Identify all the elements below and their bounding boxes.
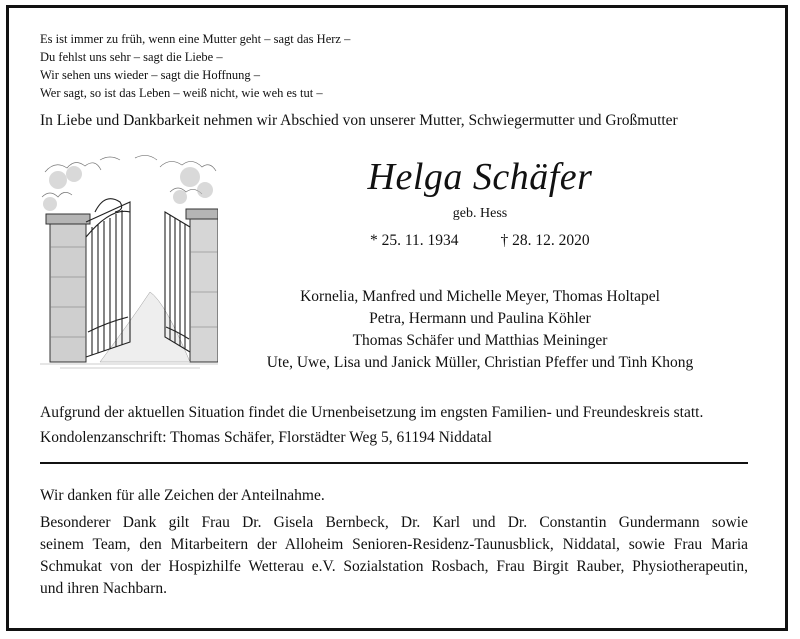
special-thanks-line: Besonderer Dank gilt Frau Dr. Gisela Bernbeck, Dr. Karl und Dr. Constantin Gundermann sowie (40, 514, 748, 531)
family-line: Thomas Schäfer und Matthias Meininger (352, 332, 608, 349)
poem-line: Wir sehen uns wieder – sagt die Hoffnung – (40, 68, 261, 82)
family-line: Petra, Hermann und Paulina Köhler (369, 310, 591, 327)
divider (40, 462, 748, 464)
special-thanks (40, 512, 748, 600)
poem-line: Du fehlst uns sehr – sagt die Liebe – (40, 50, 223, 64)
life-dates (370, 232, 590, 250)
poem-line: Es ist immer zu früh, wenn eine Mutter geht – sagt das Herz – (40, 32, 351, 46)
special-thanks-line: seinem Team, den Mitarbeitern der Alloheim Senioren-Residenz-Taunusblick, Niddatal, sowie Frau Maria (40, 536, 748, 553)
family-line: Ute, Uwe, Lisa und Janick Müller, Christian Pfeffer und Tinh Khong (266, 354, 694, 371)
condolence-address: Kondolenzanschrift: Thomas Schäfer, Florstädter Weg 5, 61194 Niddatal (40, 429, 492, 446)
special-thanks-line: Schmukat von der Hospizhilfe Wetterau e.V. Sozialstation Rosbach, Frau Birgit Rauber, Physiotherapeutin, (40, 558, 748, 575)
burial-note: Aufgrund der aktuellen Situation findet die Urnenbeisetzung im engsten Familien- und Freundeskreis statt. (40, 404, 704, 421)
poem-line: Wer sagt, so ist das Leben – weiß nicht, wie weh es tut – (40, 86, 323, 100)
birth-date: * 25. 11. 1934 (370, 232, 459, 249)
deceased-name: Helga Schäfer (367, 156, 593, 198)
special-thanks-line: und ihren Nachbarn. (40, 580, 167, 597)
death-date: † 28. 12. 2020 (500, 232, 590, 249)
family-line: Kornelia, Manfred und Michelle Meyer, Thomas Holtapel (300, 288, 660, 305)
family-list (218, 286, 742, 374)
thanks-text: Wir danken für alle Zeichen der Anteilnahme. (40, 487, 325, 504)
poem (40, 30, 350, 102)
info-block (40, 400, 703, 450)
intro-text: In Liebe und Dankbarkeit nehmen wir Abschied von unserer Mutter, Schwiegermutter und Großmutter (40, 112, 678, 129)
maiden-name: geb. Hess (452, 206, 508, 221)
garden-gate-illustration (40, 152, 218, 372)
